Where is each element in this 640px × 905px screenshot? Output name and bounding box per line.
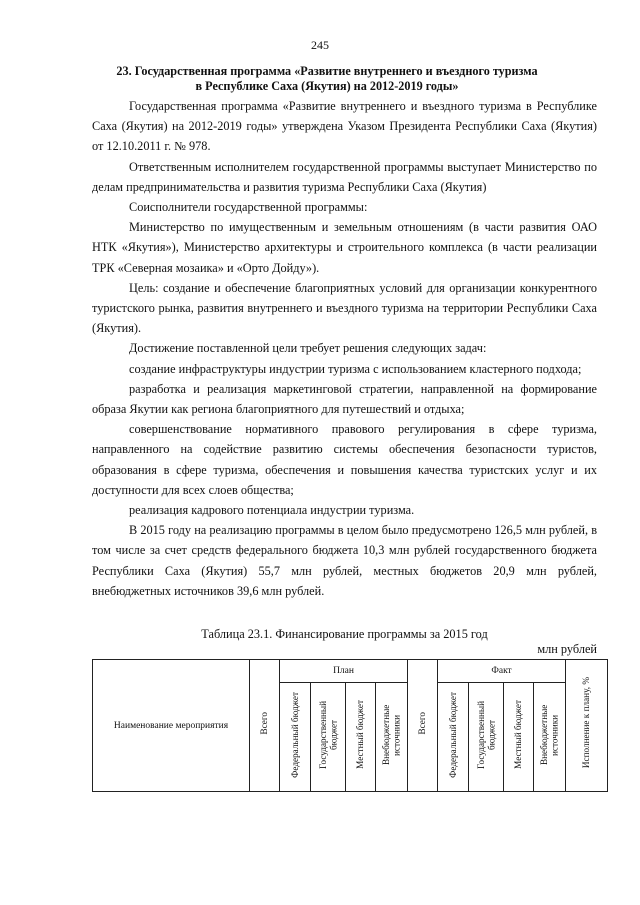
header-plan-local: Местный бюджет [346,683,376,792]
heading-line-2: в Республике Саха (Якутия) на 2012-2019 годы» [195,79,459,93]
task-item: разработка и реализация маркетинговой стратегии, направленной на формирование образа Якутии как региона благоприятного для путешествий и отдыха; [92,381,597,417]
header-event-name: Наименование мероприятия [93,660,250,792]
paragraph-tasks-intro: Достижение поставленной цели требует решения следующих задач: [129,341,487,356]
body-text [92,96,597,601]
heading-line-1: 23. Государственная программа «Развитие внутреннего и въездного туризма [116,64,538,78]
table-units: млн рублей [537,642,597,656]
header-fact-federal: Федеральный бюджет [438,683,469,792]
header-fact-extrabudget: Внебюджетные источники [534,683,566,792]
paragraph-goal: Цель: создание и обеспечение благоприятных условий для организации конкурентного туристского рынка, развития внутреннего и въездного туризма на территории Республики Саха (Якутия). [92,280,597,336]
header-execution-percent: Исполнение к плану, % [566,660,608,792]
paragraph-coexecutors-title: Соисполнители государственной программы: [129,200,368,215]
financing-table [92,659,608,792]
page-number: 245 [311,38,329,52]
table-caption: Таблица 23.1. Финансирование программы за 2015 год [201,627,488,641]
header-plan-state: Государственный бюджет [311,683,346,792]
header-plan: План [280,660,408,683]
task-item: создание инфраструктуры индустрии туризма с использованием кластерного подхода; [129,361,582,376]
header-fact-local: Местный бюджет [504,683,534,792]
paragraph-coexecutors: Министерство по имущественным и земельным отношениям (в части развития ОАО НТК «Якутия»), Министерство архитектуры и строительного комплекса (в части реализации ТРК «Северная мозаика» и «Орто Дойду»). [92,220,597,275]
header-plan-total: Всего [250,660,280,792]
header-fact-state: Государственный бюджет [469,683,504,792]
paragraph-decree: Государственная программа «Развитие внутреннего и въездного туризма в Республике Саха (Якутия) на 2012-2019 годы» утверждена Указом Президента Республики Саха (Якутия) от 12.10.2011 г. № 978. [92,99,597,154]
header-fact-total: Всего [408,660,438,792]
header-fact: Факт [438,660,566,683]
section-heading [92,64,562,94]
task-item: реализация кадрового потенциала индустрии туризма. [129,503,415,518]
header-plan-federal: Федеральный бюджет [280,683,311,792]
paragraph-responsible: Ответственным исполнителем государственной программы выступает Министерство по делам предпринимательства и развития туризма Республики Саха (Якутия) [92,159,597,194]
header-plan-extrabudget: Внебюджетные источники [376,683,408,792]
paragraph-funding: В 2015 году на реализацию программы в целом было предусмотрено 126,5 млн рублей, в том числе за счет средств федерального бюджета 10,3 млн рублей государственного бюджета Республики Саха (Якутия) 55,7 млн рублей, местных бюджетов 20,9 млн рублей, внебюджетных источников 39,6 млн рублей. [92,523,597,598]
task-item: совершенствование нормативного правового регулирования в сфере туризма, направленного на содействие развитию системы обеспечения безопасности туристов, образования в сфере туризма, обеспечения и повышения качества туристских услуг и их доступности для всех слоев общества; [92,422,597,497]
